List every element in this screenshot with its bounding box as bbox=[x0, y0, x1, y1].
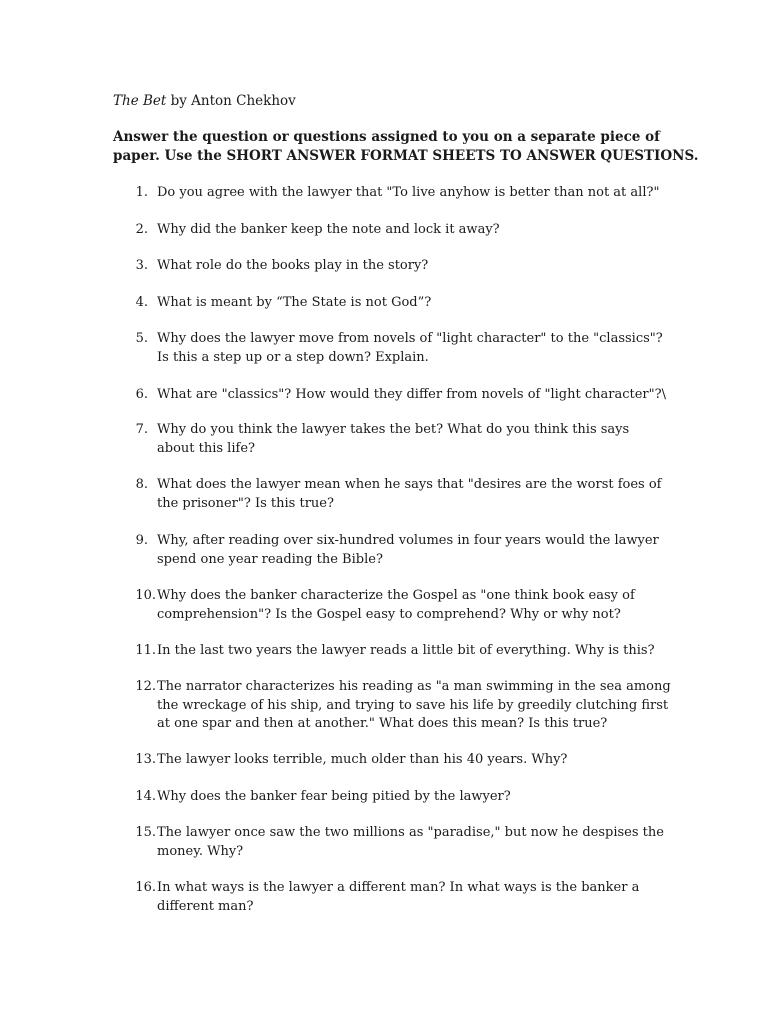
instructions-line: paper. Use the SHORT ANSWER FORMAT SHEETS TO ANSWER QUESTIONS. bbox=[113, 147, 699, 164]
question-text bbox=[157, 330, 677, 367]
question-text-line: at one spar and then at another." What does this mean? Is this true? bbox=[157, 716, 608, 731]
question-text bbox=[157, 221, 677, 240]
question-text-line: What are "classics"? How would they differ from novels of "light character"?\ bbox=[157, 387, 666, 402]
question-number: 12. bbox=[135, 679, 156, 694]
question-text-line: What role do the books play in the story? bbox=[157, 258, 429, 273]
question-number: 2. bbox=[135, 222, 148, 237]
question-text-line: Why, after reading over six-hundred volumes in four years would the lawyer bbox=[157, 533, 659, 548]
question-text bbox=[157, 532, 677, 569]
question-number: 3. bbox=[135, 258, 148, 273]
question-number: 15. bbox=[135, 825, 156, 840]
question-text-line: Why does the banker characterize the Gospel as "one think book easy of bbox=[157, 588, 635, 603]
question-number: 13. bbox=[135, 752, 156, 767]
question-text bbox=[157, 642, 677, 661]
question-number: 4. bbox=[135, 295, 148, 310]
question-text-line: What does the lawyer mean when he says that "desires are the worst foes of bbox=[157, 477, 662, 492]
question-number: 9. bbox=[135, 533, 148, 548]
title-work: The Bet bbox=[113, 93, 167, 109]
question-text-line: Is this a step up or a step down? Explain. bbox=[157, 349, 429, 365]
question-text bbox=[157, 824, 677, 861]
question-number: 5. bbox=[135, 331, 148, 346]
question-text-line: about this life? bbox=[157, 440, 255, 456]
question-number: 8. bbox=[135, 477, 148, 492]
question-text-line: The lawyer once saw the two millions as "paradise," but now he despises the bbox=[157, 825, 664, 840]
question-text bbox=[157, 421, 677, 458]
question-number: 1. bbox=[135, 185, 148, 200]
question-text bbox=[157, 257, 677, 276]
question-text bbox=[157, 386, 677, 405]
question-text-line: Why did the banker keep the note and lock it away? bbox=[157, 222, 500, 237]
question-text-line: What is meant by “The State is not God”? bbox=[157, 295, 432, 310]
question-text-line: The lawyer looks terrible, much older than his 40 years. Why? bbox=[157, 752, 568, 767]
question-number: 14. bbox=[135, 789, 156, 804]
question-text bbox=[157, 678, 677, 734]
question-text-line: Why does the banker fear being pitied by the lawyer? bbox=[157, 789, 511, 804]
question-text bbox=[157, 879, 677, 916]
question-text-line: Why do you think the lawyer takes the bet? What do you think this says bbox=[157, 422, 630, 437]
question-text bbox=[157, 476, 677, 513]
instructions-line: Answer the question or questions assigned to you on a separate piece of bbox=[113, 129, 660, 145]
question-number: 6. bbox=[135, 387, 148, 402]
question-text-line: Do you agree with the lawyer that "To live anyhow is better than not at all?" bbox=[157, 185, 660, 200]
question-text-line: the prisoner"? Is this true? bbox=[157, 495, 334, 511]
question-text bbox=[157, 788, 677, 807]
question-number: 11. bbox=[135, 643, 156, 658]
document-title bbox=[113, 92, 296, 110]
question-number: 7. bbox=[135, 422, 148, 437]
question-text-line: Why does the lawyer move from novels of "light character" to the "classics"? bbox=[157, 331, 663, 346]
question-text bbox=[157, 751, 677, 770]
question-text-line: In what ways is the lawyer a different man? In what ways is the banker a bbox=[157, 880, 640, 895]
title-author: by Anton Chekhov bbox=[166, 93, 296, 109]
question-text bbox=[157, 294, 677, 313]
question-text-line: different man? bbox=[157, 898, 254, 914]
question-text-line: the wreckage of his ship, and trying to save his life by greedily clutching first bbox=[157, 697, 669, 713]
question-text bbox=[157, 184, 677, 203]
question-text-line: spend one year reading the Bible? bbox=[157, 551, 383, 567]
instructions bbox=[113, 128, 699, 165]
question-text-line: The narrator characterizes his reading as "a man swimming in the sea among bbox=[157, 679, 671, 694]
question-text bbox=[157, 587, 677, 624]
question-text-line: comprehension"? Is the Gospel easy to comprehend? Why or why not? bbox=[157, 606, 621, 622]
question-text-line: In the last two years the lawyer reads a little bit of everything. Why is this? bbox=[157, 643, 655, 658]
question-number: 16. bbox=[135, 880, 156, 895]
question-text-line: money. Why? bbox=[157, 843, 244, 859]
question-number: 10. bbox=[135, 588, 156, 603]
